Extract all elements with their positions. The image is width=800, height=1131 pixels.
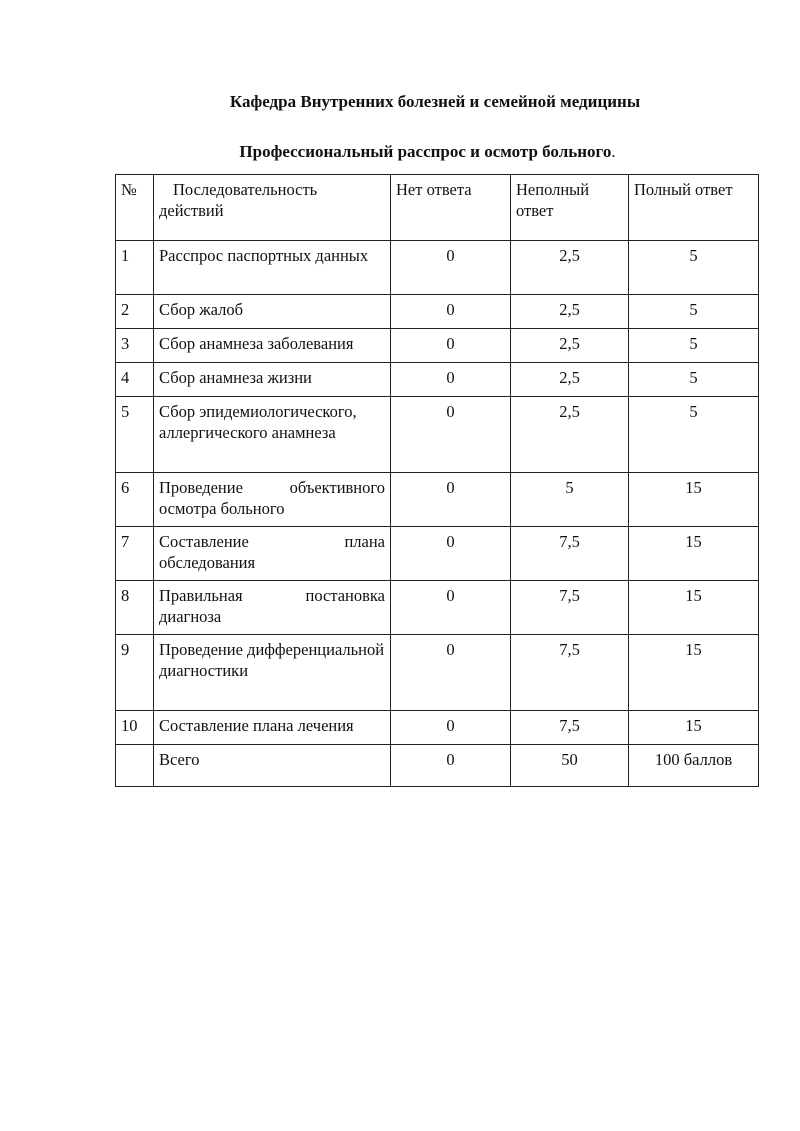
row-no-answer: 0: [391, 527, 511, 581]
total-partial: 50: [511, 745, 629, 787]
row-action: Сбор эпидемиологического, аллергического анамнеза: [154, 397, 391, 473]
row-full: 15: [629, 473, 759, 527]
table-header-row: [116, 175, 759, 241]
department-title: Кафедра Внутренних болезней и семейной медицины: [229, 92, 641, 111]
row-no-answer: 0: [391, 581, 511, 635]
row-no-answer: 0: [391, 397, 511, 473]
row-full: 15: [629, 711, 759, 745]
row-num: 8: [116, 581, 154, 635]
row-num: 6: [116, 473, 154, 527]
header-no-answer: Нет ответа: [391, 175, 511, 241]
table-row: [116, 635, 759, 711]
table-row: [116, 397, 759, 473]
row-action: Правильная постановка диагноза: [154, 581, 391, 635]
row-action: Составление плана обследования: [154, 527, 391, 581]
row-partial: 2,5: [511, 397, 629, 473]
row-action: Составление плана лечения: [154, 711, 391, 745]
row-action: Сбор жалоб: [154, 295, 391, 329]
table-row: [116, 329, 759, 363]
row-num: 10: [116, 711, 154, 745]
header-action: [154, 175, 391, 241]
table-row: [116, 473, 759, 527]
row-full: 5: [629, 295, 759, 329]
row-no-answer: 0: [391, 329, 511, 363]
row-action: Расспрос паспортных данных: [154, 241, 391, 295]
row-full: 5: [629, 397, 759, 473]
total-no-answer: 0: [391, 745, 511, 787]
subtitle-period: .: [611, 142, 616, 161]
row-no-answer: 0: [391, 241, 511, 295]
row-partial: 5: [511, 473, 629, 527]
header-full: Полный ответ: [629, 175, 759, 241]
row-action: Проведение дифференциальной диагностики: [154, 635, 391, 711]
table-row: [116, 363, 759, 397]
total-label: Всего: [154, 745, 391, 787]
row-full: 5: [629, 241, 759, 295]
table-row: [116, 527, 759, 581]
score-table: [115, 174, 759, 787]
row-num: 7: [116, 527, 154, 581]
row-num: 5: [116, 397, 154, 473]
table-row: [116, 295, 759, 329]
table-row: [116, 711, 759, 745]
row-full: 5: [629, 363, 759, 397]
document-subtitle: [0, 142, 800, 162]
row-action: Сбор анамнеза заболевания: [154, 329, 391, 363]
row-full: 15: [629, 527, 759, 581]
row-partial: 7,5: [511, 527, 629, 581]
total-full: 100 баллов: [629, 745, 759, 787]
total-num-empty: [116, 745, 154, 787]
subtitle-text: Профессиональный расспрос и осмотр больного: [239, 142, 612, 161]
row-num: 3: [116, 329, 154, 363]
row-full: 15: [629, 635, 759, 711]
table-total-row: [116, 745, 759, 787]
row-no-answer: 0: [391, 711, 511, 745]
row-no-answer: 0: [391, 635, 511, 711]
row-partial: 2,5: [511, 329, 629, 363]
row-action: Проведение объективного осмотра больного: [154, 473, 391, 527]
row-partial: 2,5: [511, 295, 629, 329]
row-partial: 7,5: [511, 635, 629, 711]
row-partial: 7,5: [511, 581, 629, 635]
table-row: [116, 581, 759, 635]
table-row: [116, 241, 759, 295]
header-action-label: Последовательность действий: [159, 180, 318, 220]
row-full: 5: [629, 329, 759, 363]
row-num: 1: [116, 241, 154, 295]
row-partial: 2,5: [511, 363, 629, 397]
row-partial: 2,5: [511, 241, 629, 295]
row-no-answer: 0: [391, 363, 511, 397]
row-num: 4: [116, 363, 154, 397]
row-action: Сбор анамнеза жизни: [154, 363, 391, 397]
row-no-answer: 0: [391, 473, 511, 527]
row-no-answer: 0: [391, 295, 511, 329]
row-num: 9: [116, 635, 154, 711]
header-num: №: [116, 175, 154, 241]
row-partial: 7,5: [511, 711, 629, 745]
row-num: 2: [116, 295, 154, 329]
row-full: 15: [629, 581, 759, 635]
header-partial: Неполный ответ: [511, 175, 629, 241]
